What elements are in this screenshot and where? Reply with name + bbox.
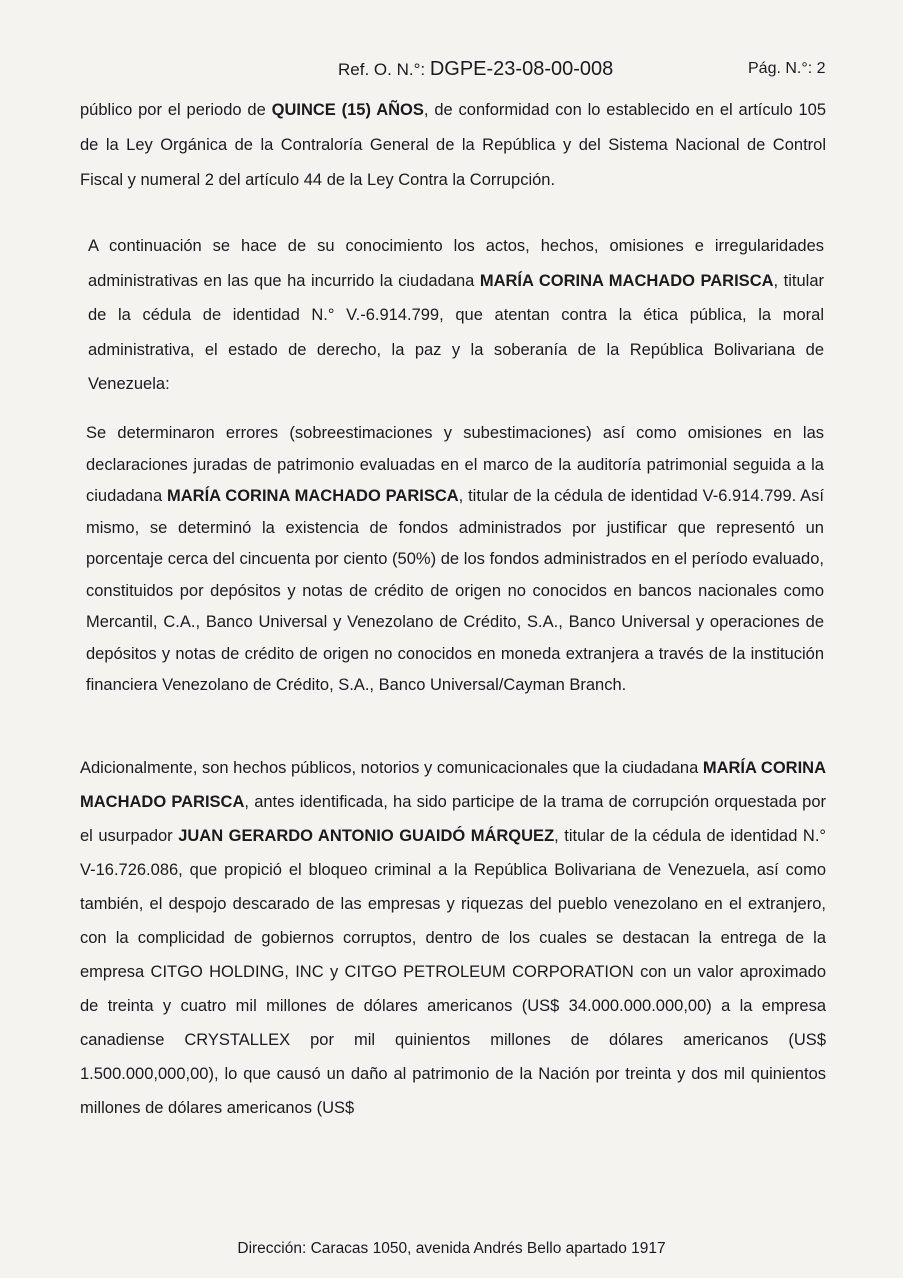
paragraph-2 [88, 229, 824, 402]
reference-label: Ref. O. N.°: [338, 60, 426, 79]
paragraph-4 [80, 751, 826, 1125]
bold-text-segment: MARÍA CORINA MACHADO PARISCA [479, 271, 774, 290]
paragraph-3 [86, 418, 824, 702]
footer-address: Dirección: Caracas 1050, avenida Andrés Bello apartado 1917 [237, 1240, 666, 1257]
text-segment: , antes identificada, ha sido participe de la trama de corrupción orquestada por el usurpador [80, 793, 827, 845]
page-number: Pág. N.°: 2 [748, 60, 826, 77]
text-segment: , titular de la cédula de identidad N.° V.-6.914.799, que atentan contra la ética pública, la moral administrativa, el estado de derecho, la paz y la soberanía de la República Bolivariana de Venezuela: [88, 271, 824, 393]
reference-number [338, 58, 613, 81]
paragraph-1 [80, 93, 826, 198]
text-segment: , titular de la cédula de identidad V-6.914.799. Así mismo, se determinó la existencia de fondos administrados por justificar que representó un porcentaje cerca del cincuenta por ciento (50%) de los fondos administrados en el período evaluado, constituidos por depósitos y notas de crédito de origen no conocidos en bancos nacionales como Mercantil, C.A., Banco Universal y Venezolano de Crédito, S.A., Banco Universal y operaciones de depósitos y notas de crédito de origen no conocidos en moneda extranjera a través de la institución financiera Venezolano de Crédito, S.A., Banco Universal/Cayman Branch. [86, 487, 824, 694]
text-segment: A continuación se hace de su conocimiento los actos, hechos, omisiones e irregularidades administrativas en las que ha incurrido la ciudadana [88, 237, 824, 290]
text-segment: Se determinaron errores (sobreestimaciones y subestimaciones) así como omisiones en las declaraciones juradas de patrimonio evaluadas en el marco de la auditoría patrimonial seguida a la ciudadana [86, 424, 824, 505]
text-segment: público por el periodo de [80, 101, 272, 119]
bold-text-segment: MARÍA CORINA MACHADO PARISCA [167, 487, 459, 505]
text-segment: , titular de la cédula de identidad N.° V-16.726.086, que propició el bloqueo criminal a la República Bolivariana de Venezuela, así como también, el despojo descarado de las empresas y riquezas del pueblo venezolano en el extranjero, con la complicidad de gobiernos corruptos, dentro de los cuales se destacan la entrega de la empresa CITGO HOLDING, INC y CITGO PETROLEUM CORPORATION con un valor aproximado de treinta y cuatro mil millones de dólares americanos (US$ 34.000.000.000,00) a la empresa canadiense CRYSTALLEX por mil quinientos millones de dólares americanos (US$ 1.500.000,000,00), lo que causó un daño al patrimonio de la Nación por treinta y dos mil quinientos millones de dólares americanos (US$ [80, 827, 827, 1117]
bold-text-segment: MARÍA CORINA MACHADO PARISCA [80, 759, 826, 811]
text-segment: Adicionalmente, son hechos públicos, notorios y comunicacionales que la ciudadana [80, 759, 703, 777]
bold-text-segment: JUAN GERARDO ANTONIO GUAIDÓ MÁRQUEZ [178, 827, 555, 845]
bold-text-segment: QUINCE (15) AÑOS [271, 101, 424, 119]
text-segment: , de conformidad con lo establecido en el artículo 105 de la Ley Orgánica de la Contraloría General de la República y del Sistema Nacional de Control Fiscal y numeral 2 del artículo 44 de la Ley Contra la Corrupción. [80, 101, 827, 189]
reference-code: DGPE-23-08-00-008 [429, 58, 614, 80]
